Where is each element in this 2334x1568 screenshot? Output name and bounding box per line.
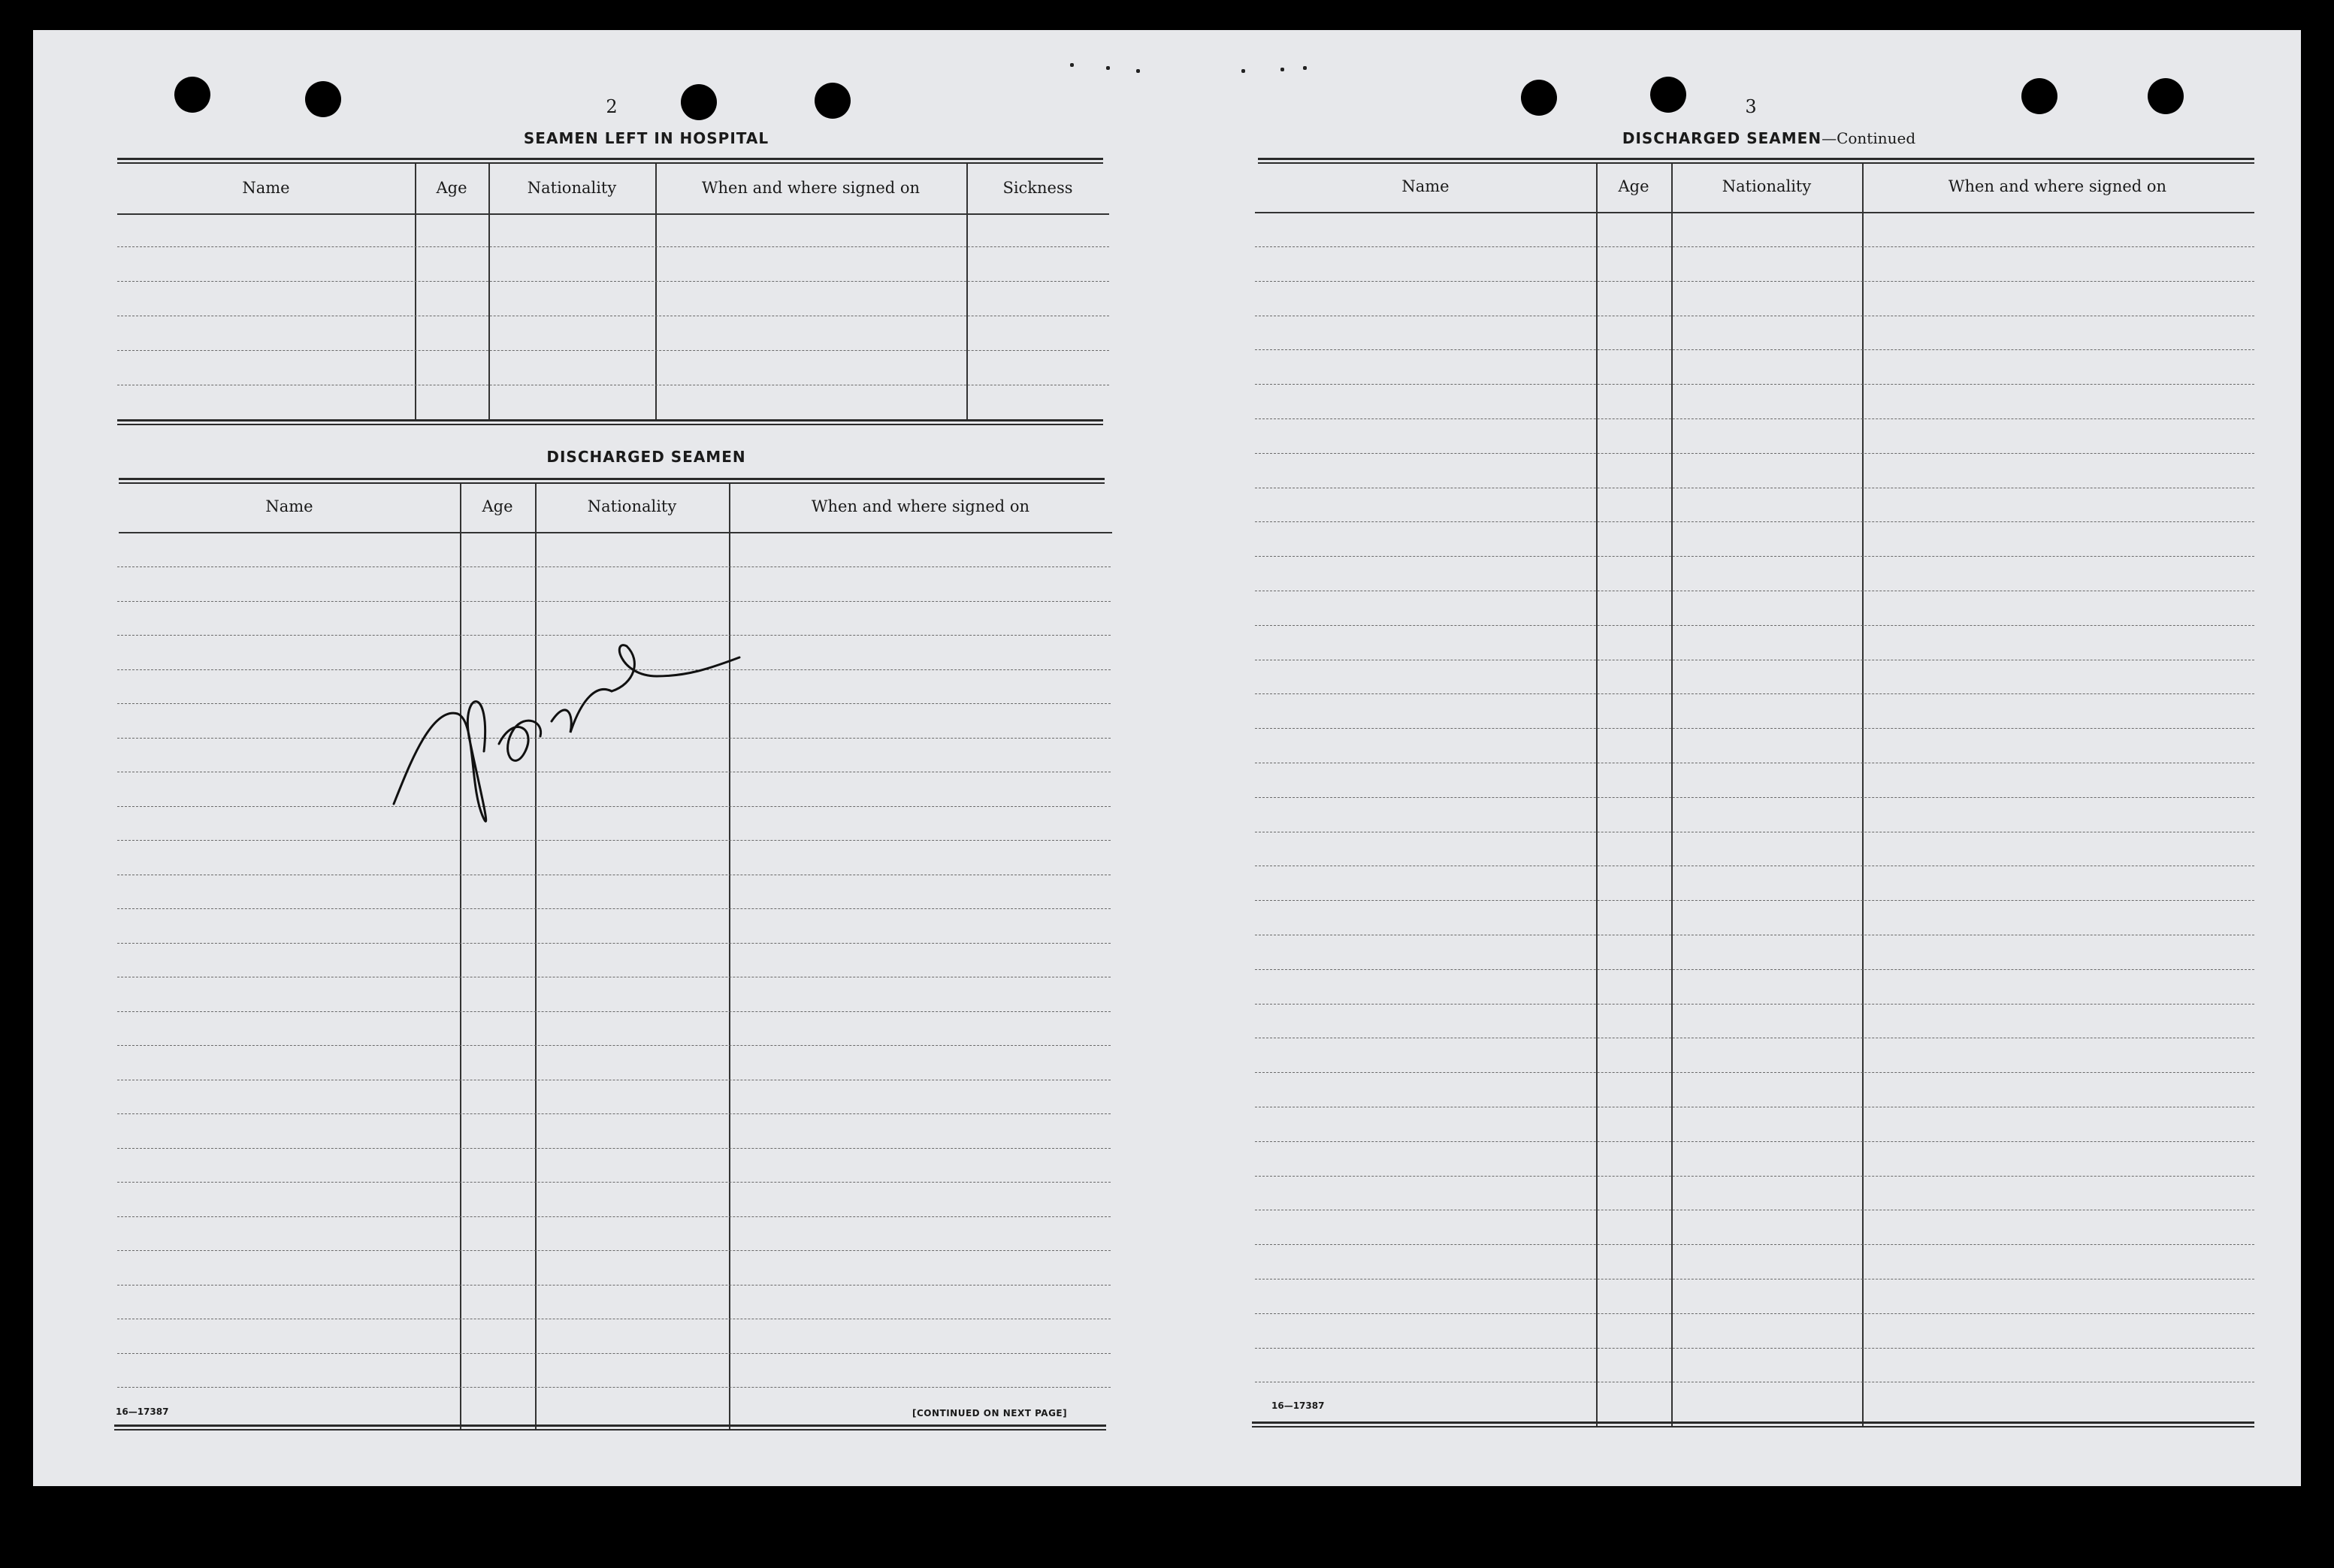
ruled-row-line [117,1250,1111,1251]
ruled-row-line [1255,281,2254,282]
speck [1303,66,1307,70]
ruled-row-line [1255,556,2254,557]
ruled-row-line [1255,246,2254,247]
ruled-row-line [117,1216,1111,1217]
paper-sheet [33,30,2301,1486]
ruled-row-line [1255,900,2254,901]
right-divider [1671,164,1673,1426]
hospital-col-nationality: Nationality [527,179,617,197]
ruled-row-line [1255,349,2254,350]
hospital-row-line [117,246,1109,247]
ruled-row-line [1255,384,2254,385]
discharged-col-signed-on: When and where signed on [811,497,1030,515]
hospital-col-signed-on: When and where signed on [701,179,921,197]
right-col-age: Age [1618,177,1649,195]
page-number-right: 3 [1745,96,1757,117]
hospital-divider [488,164,490,419]
hospital-col-name: Name [242,179,290,197]
discharged-top-rule [119,478,1105,484]
ruled-row-line [1255,1348,2254,1349]
form-code-left: 16—17387 [116,1406,169,1417]
punch-hole [174,77,210,113]
ruled-row-line [1255,693,2254,694]
speck [1070,63,1074,67]
hospital-divider [655,164,657,419]
ruled-row-line [117,1353,1111,1354]
handwritten-none [386,601,822,841]
right-top-rule [1258,158,2254,164]
punch-hole [2148,78,2184,114]
discharged-header-rule [119,532,1112,533]
discharged-col-name: Name [265,497,313,515]
right-divider [1596,164,1598,1426]
form-code-right: 16—17387 [1271,1400,1325,1411]
hospital-row-line [117,281,1109,282]
ruled-row-line [117,943,1111,944]
ruled-row-line [1255,1004,2254,1005]
ruled-row-line [117,566,1111,567]
punch-hole [1650,77,1686,113]
hospital-bottom-rule [117,419,1103,425]
discharged-continued-suffix: —Continued [1822,129,1916,147]
right-header-rule [1255,212,2254,213]
ruled-row-line [1255,1176,2254,1177]
hospital-top-rule [117,158,1103,164]
speck [1106,66,1110,70]
hospital-section-title: SEAMEN LEFT IN HOSPITAL [523,129,769,147]
ruled-row-line [117,1387,1111,1388]
page-number-left: 2 [606,96,618,117]
ruled-row-line [117,1285,1111,1286]
speck [1136,69,1140,73]
ruled-row-line [1255,418,2254,419]
ruled-row-line [1255,521,2254,522]
ruled-row-line [117,908,1111,909]
punch-hole [815,83,851,119]
punch-hole [305,81,341,117]
discharged-col-nationality: Nationality [587,497,677,515]
ruled-row-line [1255,1313,2254,1314]
hospital-divider [415,164,416,419]
right-divider [1862,164,1864,1426]
ruled-row-line [117,1011,1111,1012]
hospital-row-line [117,350,1109,351]
ruled-row-line [1255,797,2254,798]
ruled-row-line [1255,453,2254,454]
speck [1280,68,1284,71]
ruled-row-line [1255,969,2254,970]
ruled-row-line [117,1045,1111,1046]
speck [1241,69,1245,73]
punch-hole [1521,80,1557,116]
continued-note: [CONTINUED ON NEXT PAGE] [912,1408,1068,1418]
hospital-divider [966,164,968,419]
discharged-continued-title-main: DISCHARGED SEAMEN [1622,129,1822,147]
discharged-continued-title [1483,129,2054,147]
ruled-row-line [117,1182,1111,1183]
ruled-row-line [117,1148,1111,1149]
right-col-name: Name [1401,177,1450,195]
discharged-section-title: DISCHARGED SEAMEN [546,448,746,466]
ruled-row-line [117,1113,1111,1114]
ruled-row-line [1255,1072,2254,1073]
hospital-col-age: Age [436,179,467,197]
ruled-row-line [1255,728,2254,729]
hospital-col-sickness: Sickness [1002,179,1073,197]
ruled-row-line [1255,625,2254,626]
ruled-row-line [1255,1141,2254,1142]
punch-hole [2021,78,2057,114]
right-bottom-rule [1252,1421,2254,1428]
hospital-header-rule [117,213,1109,215]
punch-hole [681,84,717,120]
ruled-row-line [1255,1244,2254,1245]
discharged-bottom-rule [114,1424,1106,1431]
right-col-signed-on: When and where signed on [1948,177,2167,195]
right-col-nationality: Nationality [1722,177,1812,195]
discharged-col-age: Age [482,497,513,515]
